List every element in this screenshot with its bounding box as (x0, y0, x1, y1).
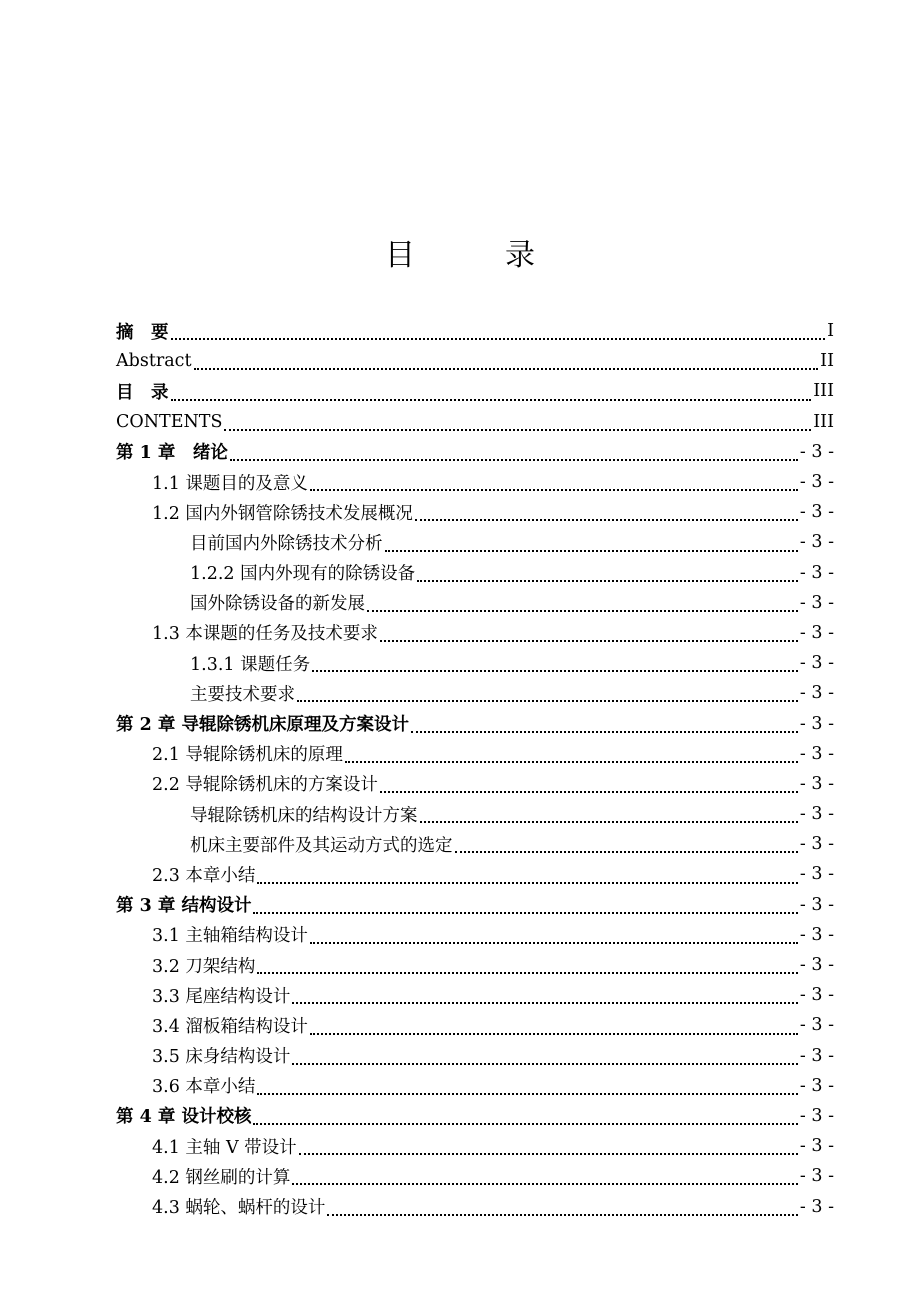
toc-dot-leader (292, 1182, 798, 1185)
toc-entry-page: - 3 - (799, 683, 834, 704)
toc-entry-label: 3.1 主轴箱结构设计 (152, 926, 308, 947)
toc-entry[interactable] (116, 739, 834, 769)
toc-dot-leader (411, 730, 798, 733)
toc-entry-page: - 3 - (799, 653, 834, 674)
toc-entry-page: - 3 - (799, 472, 834, 493)
toc-entry-page: II (820, 351, 834, 372)
toc-entry-label: Abstract (116, 351, 192, 372)
toc-dot-leader (299, 1152, 798, 1155)
toc-entry[interactable] (116, 558, 834, 588)
toc-entry[interactable] (116, 648, 834, 678)
toc-entry-label: 目前国内外除锈技术分析 (190, 533, 383, 554)
toc-entry-page: - 3 - (799, 894, 834, 915)
toc-dot-leader (327, 1213, 798, 1216)
toc-dot-leader (253, 1122, 797, 1125)
toc-entry[interactable] (116, 920, 834, 950)
toc-entry-label: 4.2 钢丝刷的计算 (152, 1167, 291, 1188)
toc-dot-leader (310, 1032, 798, 1035)
toc-entry[interactable] (116, 407, 834, 437)
toc-entry-page: III (813, 411, 834, 432)
toc-dot-leader (230, 458, 798, 461)
toc-entry-label: 国外除锈设备的新发展 (190, 594, 365, 615)
toc-entry-label: 2.2 导辊除锈机床的方案设计 (152, 775, 378, 796)
toc-entry-page: - 3 - (799, 1196, 834, 1217)
toc-entry-page: - 3 - (799, 955, 834, 976)
toc-entry-label: 第 2 章 导辊除锈机床原理及方案设计 (116, 715, 409, 736)
toc-dot-leader (257, 881, 798, 884)
toc-entry-label: 4.1 主轴 V 带设计 (152, 1137, 297, 1158)
toc-entry-page: - 3 - (799, 622, 834, 643)
toc-entry-label: 3.4 溜板箱结构设计 (152, 1016, 308, 1037)
toc-entry[interactable] (116, 1041, 834, 1071)
toc-entry[interactable] (116, 376, 834, 406)
toc-entry-label: 导辊除锈机床的结构设计方案 (190, 805, 418, 826)
toc-entry-label: 3.2 刀架结构 (152, 956, 256, 977)
toc-dot-leader (297, 699, 798, 702)
toc-dot-leader (312, 669, 798, 672)
toc-entry-page: - 3 - (799, 743, 834, 764)
toc-entry[interactable] (116, 346, 834, 376)
toc-dot-leader (292, 1001, 798, 1004)
toc-entry[interactable] (116, 588, 834, 618)
toc-dot-leader (224, 428, 811, 431)
toc-entry-label: 目 录 (116, 382, 169, 403)
toc-entry-label: 1.3 本课题的任务及技术要求 (152, 624, 378, 645)
toc-entry-label: 3.3 尾座结构设计 (152, 986, 291, 1007)
toc-entry[interactable] (116, 980, 834, 1010)
toc-dot-leader (455, 850, 798, 853)
toc-dot-leader (292, 1062, 798, 1065)
toc-entry[interactable] (116, 799, 834, 829)
toc-dot-leader (257, 1092, 798, 1095)
toc-entry-label: CONTENTS (116, 411, 223, 432)
toc-entry-page: - 3 - (799, 1075, 834, 1096)
toc-dot-leader (310, 488, 798, 491)
toc-dot-leader (171, 398, 812, 401)
toc-dot-leader (367, 609, 798, 612)
toc-entry-label: 机床主要部件及其运动方式的选定 (190, 835, 453, 856)
toc-entry-label: 第 4 章 设计校核 (116, 1107, 252, 1128)
toc-entry-label: 主要技术要求 (190, 684, 295, 705)
toc-entry-label: 3.6 本章小结 (152, 1077, 256, 1098)
toc-entry-page: - 3 - (799, 713, 834, 734)
toc-entry-page: - 3 - (799, 502, 834, 523)
toc-entry[interactable] (116, 437, 834, 467)
toc-entry-label: 3.5 床身结构设计 (152, 1047, 291, 1068)
toc-entry[interactable] (116, 1071, 834, 1101)
toc-entry[interactable] (116, 467, 834, 497)
toc-entry[interactable] (116, 708, 834, 738)
toc-dot-leader (417, 579, 798, 582)
page-title: 目 录 (385, 238, 565, 273)
toc-entry-page: - 3 - (799, 1166, 834, 1187)
toc-entry-page: - 3 - (799, 532, 834, 553)
toc-dot-leader (253, 911, 797, 914)
toc-entry[interactable] (116, 1010, 834, 1040)
toc-entry[interactable] (116, 527, 834, 557)
toc-dot-leader (380, 639, 798, 642)
toc-entry[interactable] (116, 1131, 834, 1161)
toc-entry-label: 摘 要 (116, 322, 169, 343)
toc-entry[interactable] (116, 497, 834, 527)
toc-entry[interactable] (116, 618, 834, 648)
toc-entry-page: - 3 - (799, 1136, 834, 1157)
toc-dot-leader (385, 549, 798, 552)
toc-dot-leader (257, 971, 798, 974)
toc-dot-leader (380, 790, 798, 793)
toc-entry-page: - 3 - (799, 864, 834, 885)
toc-entry-label: 1.2 国内外钢管除锈技术发展概况 (152, 503, 413, 524)
toc-entry-page: - 3 - (799, 1045, 834, 1066)
toc-entry[interactable] (116, 316, 834, 346)
toc-dot-leader (420, 820, 798, 823)
toc-entry-label: 第 3 章 结构设计 (116, 896, 252, 917)
toc-entry[interactable] (116, 769, 834, 799)
toc-entry-page: - 3 - (799, 834, 834, 855)
toc-entry-label: 1.2.2 国内外现有的除锈设备 (190, 564, 416, 585)
toc-entry[interactable] (116, 890, 834, 920)
toc-dot-leader (194, 367, 819, 370)
toc-entry-label: 2.3 本章小结 (152, 865, 256, 886)
toc-entry-page: - 3 - (799, 985, 834, 1006)
toc-entry-label: 4.3 蜗轮、蜗杆的设计 (152, 1198, 326, 1219)
toc-entry-label: 2.1 导辊除锈机床的原理 (152, 745, 343, 766)
toc-entry[interactable] (116, 950, 834, 980)
toc-entry-label: 1.1 课题目的及意义 (152, 473, 308, 494)
toc-entry[interactable] (116, 829, 834, 859)
toc-entry-page: - 3 - (799, 1105, 834, 1126)
toc-entry-page: - 3 - (799, 804, 834, 825)
toc-dot-leader (171, 337, 826, 340)
toc-entry-page: - 3 - (799, 441, 834, 462)
toc-entry-page: - 3 - (799, 1015, 834, 1036)
toc-entry-page: I (827, 321, 834, 342)
toc-entry-label: 1.3.1 课题任务 (190, 654, 311, 675)
toc-entry[interactable] (116, 1161, 834, 1191)
toc-dot-leader (310, 941, 798, 944)
toc-entry[interactable] (116, 859, 834, 889)
toc-entry-page: - 3 - (799, 592, 834, 613)
toc-dot-leader (415, 518, 798, 521)
toc-entry-page: - 3 - (799, 924, 834, 945)
table-of-contents (116, 316, 834, 1222)
toc-entry-label: 第 1 章 绪论 (116, 443, 228, 464)
toc-dot-leader (345, 760, 798, 763)
toc-entry-page: - 3 - (799, 773, 834, 794)
toc-entry[interactable] (116, 1101, 834, 1131)
toc-entry[interactable] (116, 678, 834, 708)
toc-entry[interactable] (116, 1191, 834, 1221)
toc-entry-page: - 3 - (799, 562, 834, 583)
toc-entry-page: III (813, 381, 834, 402)
